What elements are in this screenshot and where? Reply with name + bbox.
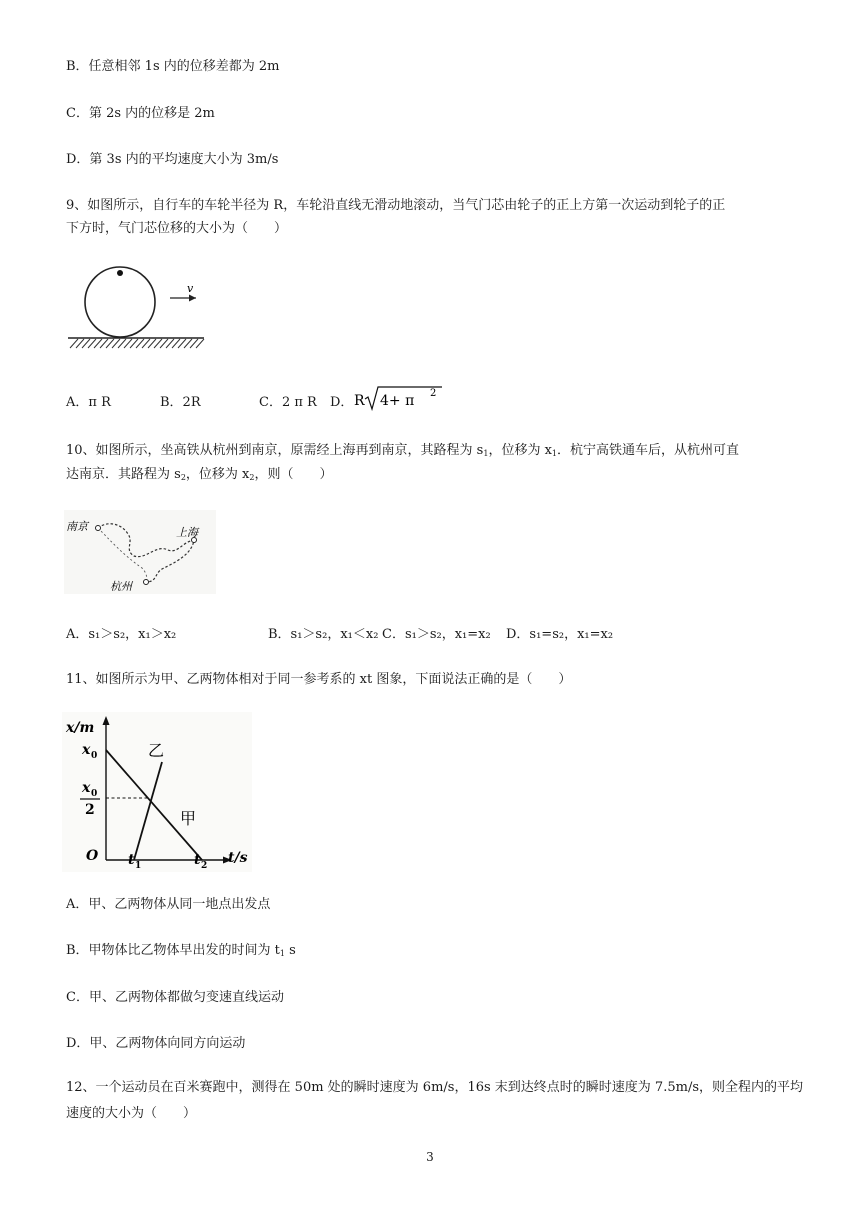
- velocity-label: v: [187, 282, 194, 295]
- q9-stem-line1: 9、如图所示，自行车的车轮半径为 R，车轮沿直线无滑动地滚动，当气门芯由轮子的正上方第一次运动到轮子的正: [66, 198, 726, 213]
- q10-option-d: D．s₁=s₂，x₁=x₂: [506, 627, 614, 642]
- formula-radicand: 4+ π: [380, 393, 415, 409]
- t2-label: t: [194, 852, 201, 868]
- velocity-arrowhead: [189, 295, 196, 302]
- page-number: 3: [426, 1150, 434, 1164]
- q11-xt-graph: [62, 712, 252, 872]
- q9-option-d-prefix: D．: [330, 395, 354, 410]
- city-hangzhou: 杭州: [110, 580, 132, 593]
- q8-option-d: D．第 3s 内的平均速度大小为 3m/s: [66, 152, 279, 167]
- formula-r: R: [354, 393, 365, 409]
- q9-stem-line2: 下方时，气门芯位移的大小为（ ）: [66, 221, 288, 236]
- q11-option-b: B．甲物体比乙物体早出发的时间为 $t_1$ s: [66, 943, 296, 958]
- q9-option-d: [330, 394, 353, 412]
- q10-option-b: B．s₁＞s₂，x₁＜x₂: [268, 627, 379, 642]
- q12-stem: 12、一个运动员在百米赛跑中，测得在 50m 处的瞬时速度为 6m/s，16s 末到达终点时的瞬时速度为 7.5m/s，则全程内的平均速度的大小为（ ）: [66, 1080, 803, 1121]
- q11-option-d: D．甲、乙两物体向同方向运动: [66, 1036, 246, 1051]
- q10-option-c: C．s₁＞s₂，x₁=x₂: [382, 627, 491, 642]
- half-denominator: 2: [85, 802, 95, 818]
- formula-exponent: 2: [430, 388, 437, 399]
- q10-stem-line2: 达南京．其路程为 $s_2$，位移为 $x_2$，则（ ）: [66, 467, 333, 482]
- ground-hatching: [70, 339, 204, 348]
- q9-wheel-figure: [62, 262, 212, 354]
- label-yi: 乙: [148, 741, 165, 760]
- q10-option-a: A．s₁＞s₂，x₁＞x₂: [66, 627, 177, 642]
- q11-option-a: A．甲、乙两物体从同一地点出发点: [66, 897, 271, 912]
- t2-label-sub: 2: [201, 861, 208, 871]
- origin-label: O: [86, 848, 99, 864]
- q9-option-d-formula: [352, 382, 444, 412]
- q9-option-c: C．2 π R: [259, 395, 317, 410]
- half-numerator-sub: 0: [91, 789, 98, 799]
- q11-stem: 11、如图所示为甲、乙两物体相对于同一参考系的 xt 图象，下面说法正确的是（ ）: [66, 672, 572, 687]
- hangzhou-marker: [144, 580, 149, 585]
- city-nanjing: 南京: [66, 520, 88, 533]
- q9-option-b: B．2R: [160, 395, 201, 410]
- q10-route-map: [64, 510, 216, 594]
- nanjing-marker: [96, 526, 101, 531]
- x0-label-sub: 0: [91, 751, 98, 761]
- q11-option-c: C．甲、乙两物体都做匀变速直线运动: [66, 990, 284, 1005]
- valve-dot: [117, 270, 123, 276]
- city-shanghai: 上海: [176, 526, 198, 539]
- wheel-circle: [85, 267, 155, 337]
- q8-option-b: B．任意相邻 1s 内的位移差都为 2m: [66, 59, 280, 74]
- q10-stem-line1: 10、如图所示，坐高铁从杭州到南京，原需经上海再到南京，其路程为 $s_1$，位移为 $x_1$．杭宁高铁通车后，从杭州可直: [66, 443, 740, 458]
- y-axis-label: x/m: [66, 720, 95, 736]
- x0-label: x: [82, 742, 91, 758]
- t1-label-sub: 1: [135, 861, 142, 871]
- half-numerator: x: [82, 780, 91, 796]
- x-axis-label: t/s: [228, 850, 248, 866]
- label-jia: 甲: [180, 809, 197, 828]
- q9-option-a: A．π R: [66, 395, 111, 410]
- t1-label: t: [128, 852, 135, 868]
- q8-option-c: C．第 2s 内的位移是 2m: [66, 106, 215, 121]
